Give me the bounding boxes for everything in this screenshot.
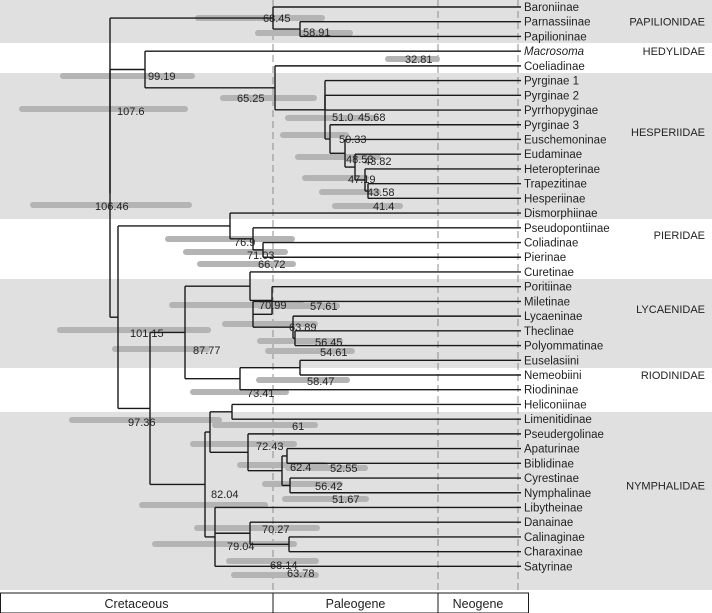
node-age-label: 56.42 xyxy=(315,481,343,493)
taxon-label-trapezitinae: Trapezitinae xyxy=(524,178,587,191)
taxon-label-pyrginae-1: Pyrginae 1 xyxy=(524,75,579,88)
node-age-label: 54.61 xyxy=(320,347,348,359)
taxon-label-pierinae: Pierinae xyxy=(524,252,567,265)
node-age-label: 51.67 xyxy=(332,494,360,506)
taxon-label-baroniinae: Baroniinae xyxy=(524,2,579,14)
taxon-label-riodininae: Riodininae xyxy=(524,384,579,397)
taxon-label-nymphalinae: Nymphalinae xyxy=(524,487,592,500)
node-age-label: 82.04 xyxy=(211,489,239,501)
node-age-label: 48.53 xyxy=(346,154,374,166)
node-age-label: 101.15 xyxy=(130,328,164,340)
taxon-label-heteropterinae: Heteropterinae xyxy=(524,163,601,176)
node-age-label: 87.77 xyxy=(193,345,221,357)
taxon-label-macrosoma: Macrosoma xyxy=(524,46,585,59)
taxon-label-satyrinae: Satyrinae xyxy=(524,561,573,574)
node-age-label: 43.58 xyxy=(367,187,395,199)
node-age-label: 97.36 xyxy=(128,417,156,429)
taxon-label-pseudopontiinae: Pseudopontiinae xyxy=(524,222,610,235)
node-age-label: 99.19 xyxy=(148,71,176,83)
node-age-label: 47.19 xyxy=(348,174,376,186)
node-age-label: 106.46 xyxy=(95,201,129,213)
node-age-label: 62.4 xyxy=(290,462,312,474)
node-age-label: 107.6 xyxy=(117,106,145,118)
node-age-label: 50.33 xyxy=(339,134,367,146)
node-age-label: 73.41 xyxy=(247,388,275,400)
taxon-label-euselasiini: Euselasiini xyxy=(524,355,579,368)
taxon-label-eudaminae: Eudaminae xyxy=(524,149,583,162)
taxon-label-coeliadinae: Coeliadinae xyxy=(524,60,585,73)
taxon-label-pyrrhopyginae: Pyrrhopyginae xyxy=(524,105,599,118)
node-age-label: 32.81 xyxy=(405,54,433,66)
taxon-label-nemeobiini: Nemeobiini xyxy=(524,370,582,382)
taxon-label-papilioninae: Papilioninae xyxy=(524,31,587,44)
node-age-label: 66.72 xyxy=(258,259,286,271)
taxon-label-miletinae: Miletinae xyxy=(524,296,571,309)
family-label-hedylidae: HEDYLIDAE xyxy=(642,46,705,59)
taxon-label-biblidinae: Biblidinae xyxy=(524,458,574,471)
node-age-label: 72.43 xyxy=(256,441,284,453)
family-label-lycaenidae: LYCAENIDAE xyxy=(636,303,705,316)
timescale xyxy=(1,593,529,613)
node-age-label: 58.47 xyxy=(307,376,335,388)
node-age-label: 58.91 xyxy=(303,27,331,39)
node-age-label: 57.61 xyxy=(310,301,338,313)
taxon-label-theclinae: Theclinae xyxy=(524,325,574,338)
taxon-label-lycaeninae: Lycaeninae xyxy=(524,311,583,324)
family-label-pieridae: PIERIDAE xyxy=(653,230,705,243)
taxon-label-apaturinae: Apaturinae xyxy=(524,443,580,456)
taxon-label-euschemoninae: Euschemoninae xyxy=(524,134,607,147)
taxon-label-heliconiinae: Heliconiinae xyxy=(524,399,587,412)
node-age-label: 65.25 xyxy=(237,93,265,105)
node-age-label: 45.68 xyxy=(358,112,386,124)
node-age-label: 41.4 xyxy=(373,201,395,213)
node-age-label: 71.03 xyxy=(247,250,275,262)
taxon-label-limenitidinae: Limenitidinae xyxy=(524,414,592,427)
taxon-label-pyrginae-3: Pyrginae 3 xyxy=(524,119,579,132)
node-age-label: 51.0 xyxy=(332,112,354,124)
node-age-label: 68.14 xyxy=(270,560,298,572)
taxon-label-libytheinae: Libytheinae xyxy=(524,502,583,515)
node-age-label: 43.82 xyxy=(364,156,392,168)
taxon-label-poritiinae: Poritiinae xyxy=(524,281,572,294)
node-age-label: 52.55 xyxy=(330,463,358,475)
period-label-paleogene: Paleogene xyxy=(325,597,386,611)
node-age-label: 61 xyxy=(292,421,305,433)
timescale-frame xyxy=(1,593,529,613)
family-label-papilionidae: PAPILIONIDAE xyxy=(629,16,705,29)
taxon-label-pyrginae-2: Pyrginae 2 xyxy=(524,90,579,103)
node-age-label: 56.45 xyxy=(315,337,343,349)
taxon-label-danainae: Danainae xyxy=(524,517,574,530)
taxon-label-cyrestinae: Cyrestinae xyxy=(524,473,579,486)
node-age-label: 70.27 xyxy=(262,524,290,536)
taxon-label-polyommatinae: Polyommatinae xyxy=(524,340,604,353)
node-age-label: 63.89 xyxy=(289,322,317,334)
family-band xyxy=(0,279,712,368)
family-label-riodinidae: RIODINIDAE xyxy=(640,370,705,382)
taxon-label-charaxinae: Charaxinae xyxy=(524,546,583,559)
node-age-label: 68.45 xyxy=(263,13,291,25)
taxon-label-parnassiinae: Parnassiinae xyxy=(524,16,591,29)
period-label-cretaceous: Cretaceous xyxy=(104,597,169,611)
taxon-label-dismorphiinae: Dismorphiinae xyxy=(524,208,598,221)
node-age-label: 79.04 xyxy=(227,541,255,553)
taxon-label-curetinae: Curetinae xyxy=(524,266,574,279)
node-age-label: 76.9 xyxy=(234,237,256,249)
taxon-label-hesperiinae: Hesperiinae xyxy=(524,193,586,206)
node-age-label: 63.78 xyxy=(287,568,315,580)
taxon-label-calinaginae: Calinaginae xyxy=(524,531,585,544)
family-label-nymphalidae: NYMPHALIDAE xyxy=(626,480,705,493)
taxon-label-pseudergolinae: Pseudergolinae xyxy=(524,428,604,441)
family-label-hesperiidae: HESPERIIDAE xyxy=(631,127,705,140)
period-label-neogene: Neogene xyxy=(452,597,504,611)
taxon-label-coliadinae: Coliadinae xyxy=(524,237,579,250)
node-age-label: 70.99 xyxy=(259,300,287,312)
